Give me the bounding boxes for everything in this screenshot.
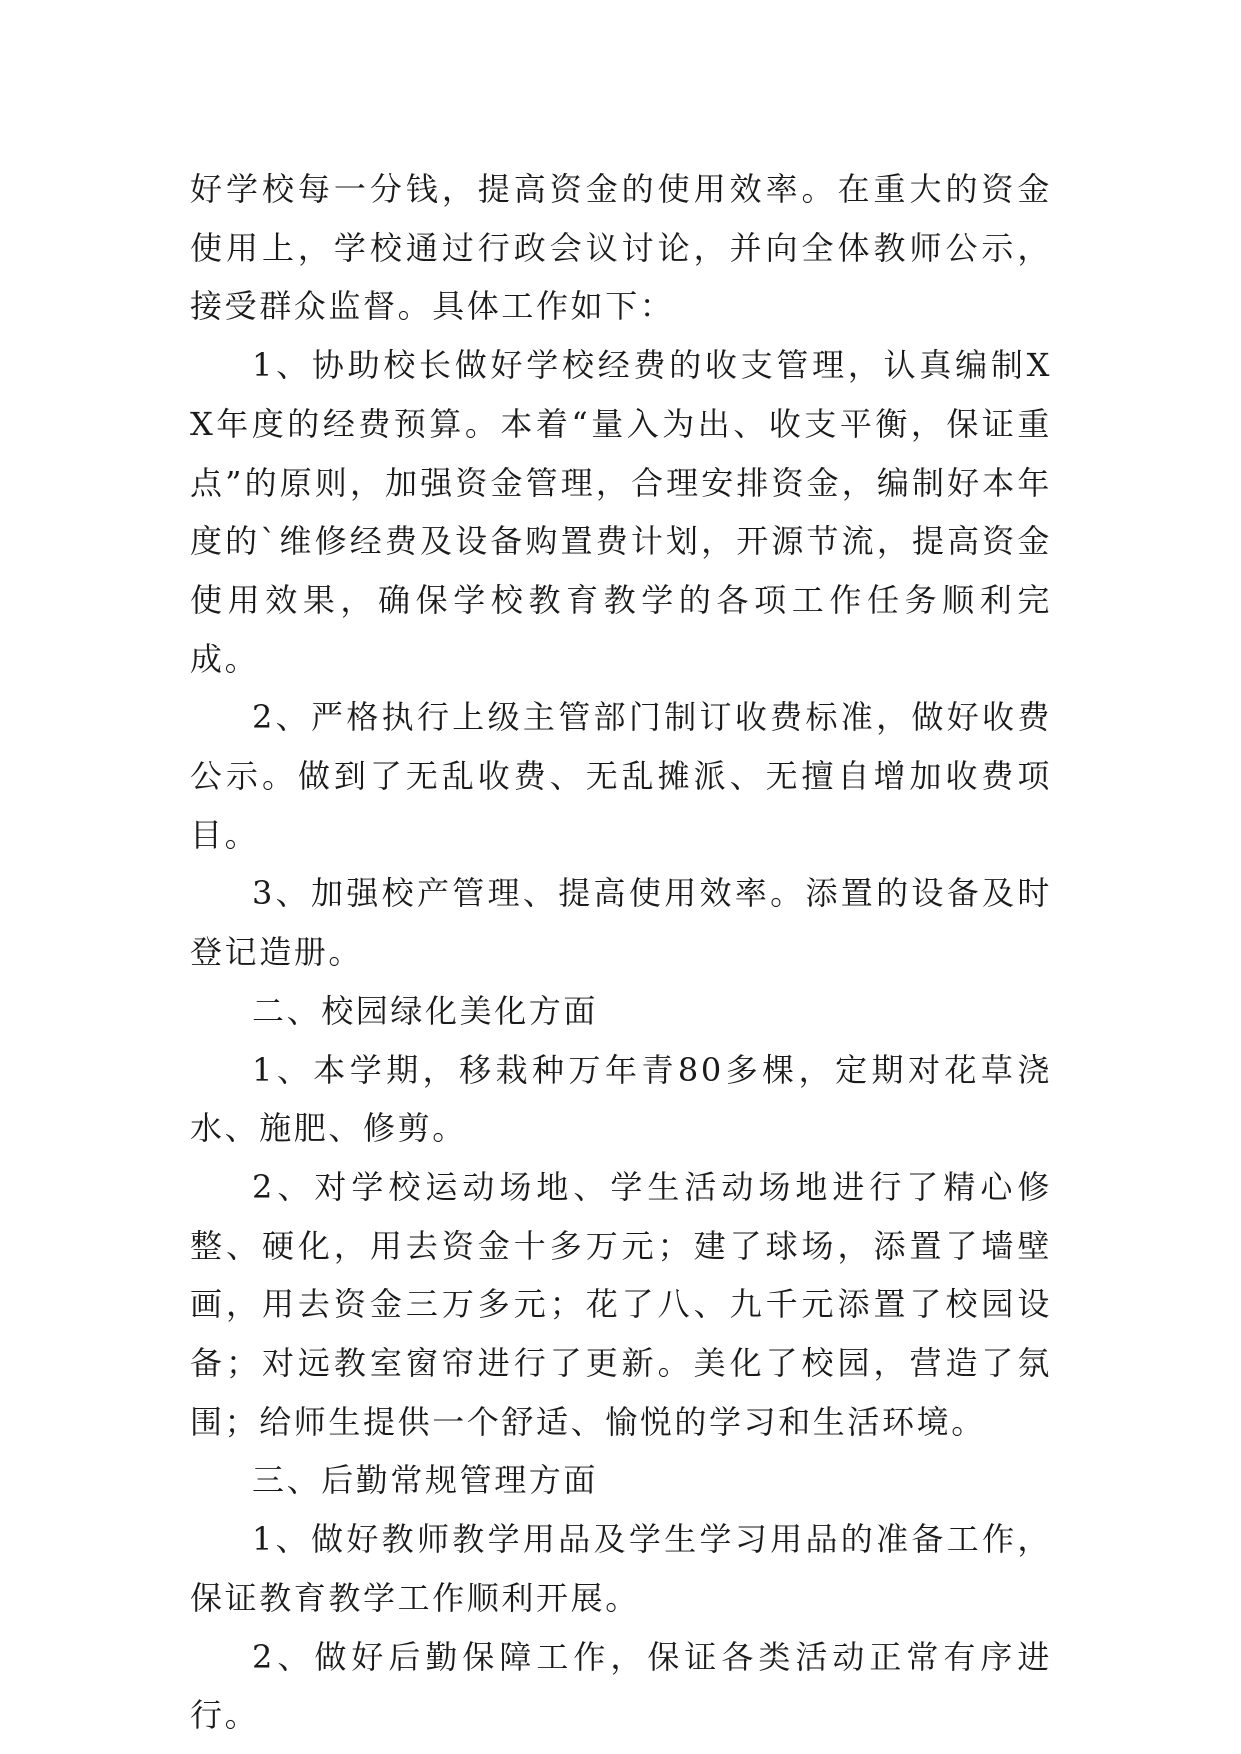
paragraph-item-supplies: 1、做好教师教学用品及学生学习用品的准备工作，保证教育教学工作顺利开展。 [190,1520,1052,1617]
paragraph-item-planting: 1、本学期，移栽种万年青80多棵，定期对花草浇水、施肥、修剪。 [190,1050,1052,1148]
document-body [190,160,1052,1745]
paragraph-item-budget: 1、协助校长做好学校经费的收支管理，认真编制XX年度的经费预算。本着“量入为出、收支平衡，保证重点”的原则，加强资金管理，合理安排资金，编制好本年度的`维修经费及设备购置费计划，开源节流，提高资金使用效果，确保学校教育教学的各项工作任务顺利完成。 [190,346,1052,678]
paragraph-item-fees: 2、严格执行上级主管部门制订收费标准，做好收费公示。做到了无乱收费、无乱摊派、无擅自增加收费项目。 [190,698,1052,854]
paragraph-item-assets: 3、加强校产管理、提高使用效率。添置的设备及时登记造册。 [190,874,1052,972]
section-heading-logistics: 三、后勤常规管理方面 [252,1461,599,1500]
section-heading-greening: 二、校园绿化美化方面 [252,991,599,1030]
paragraph-item-support: 2、做好后勤保障工作，保证各类活动正常有序进行。 [190,1637,1052,1735]
paragraph-intro: 好学校每一分钱，提高资金的使用效率。在重大的资金使用上，学校通过行政会议讨论，并向全体教师公示，接受群众监督。具体工作如下： [190,170,1052,326]
paragraph-item-facilities: 2、对学校运动场地、学生活动场地进行了精心修整、硬化，用去资金十多万元；建了球场，添置了墙壁画，用去资金三万多元；花了八、九千元添置了校园设备；对远教室窗帘进行了更新。美化了校园，营造了氛围；给师生提供一个舒适、愉悦的学习和生活环境。 [190,1167,1052,1441]
